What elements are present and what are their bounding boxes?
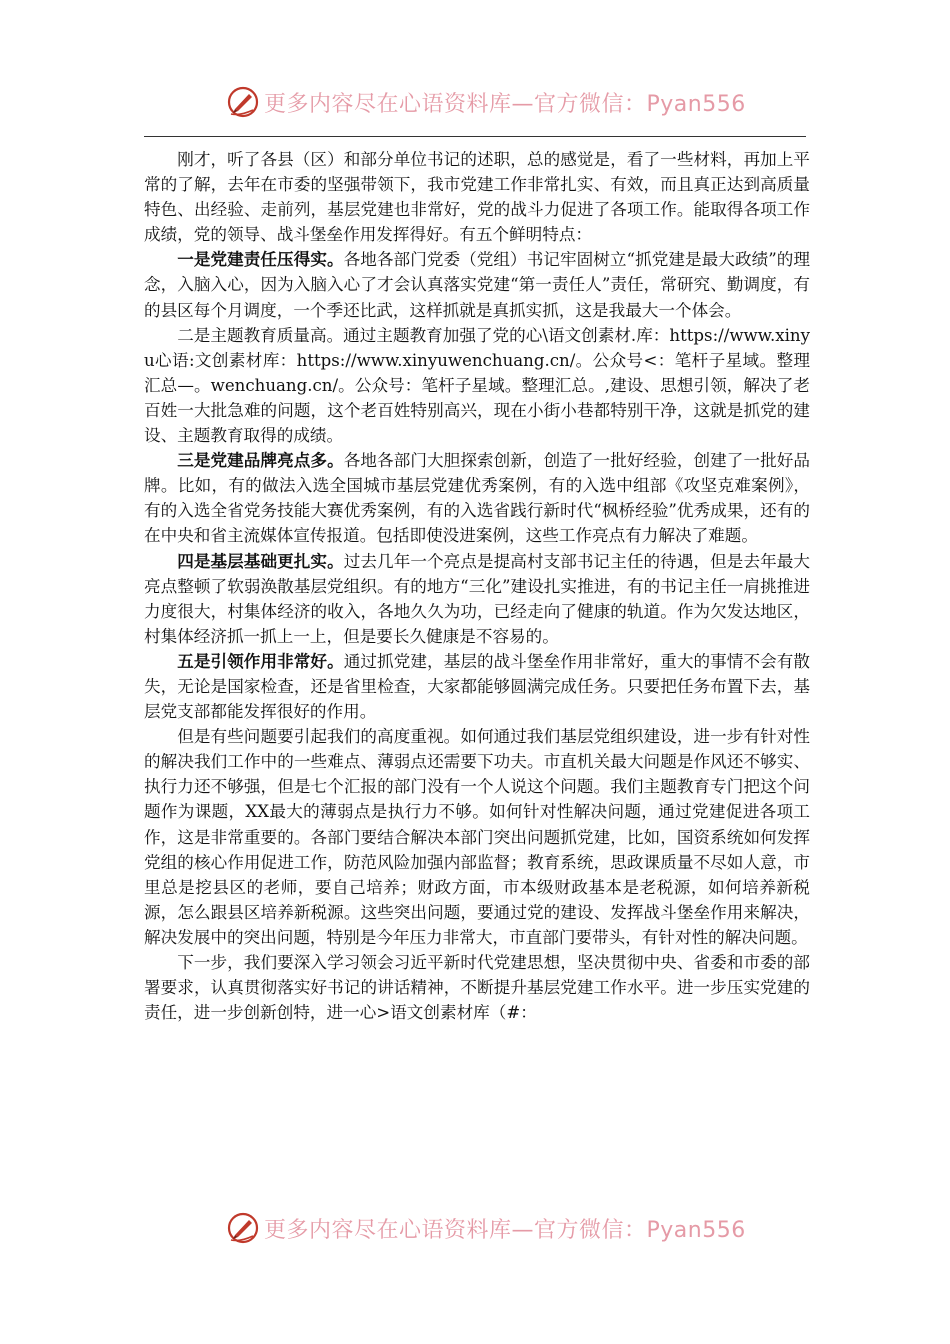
paragraph xyxy=(144,247,810,322)
paragraph-lead: 一是党建责任压得实。 xyxy=(177,249,344,270)
paragraph-text: 通过抓党建，基层的战斗堡垒作用非常好，重大的事情不会有散失，无论是国家检查，还是省里检查，大家都能够圆满完成任务。只要把任务布置下去，基层党支部都能发挥很好的作用。 xyxy=(144,651,810,722)
paragraph-lead: 三是党建品牌亮点多。 xyxy=(177,450,344,471)
paragraph xyxy=(144,323,810,448)
paragraph-text: 各地各部门大胆探索创新，创造了一批好经验，创建了一批好品牌。比如，有的做法入选全国城市基层党建优秀案例，有的入选中组部《攻坚克难案例》，有的入选全省党务技能大赛优秀案例，有的入选省践行新时代“枫桥经验”优秀成果，还有的在中央和省主流媒体宣传报道。包括即使没进案例，这些工作亮点有力解决了难题。 xyxy=(144,451,810,546)
paragraph xyxy=(144,147,810,247)
paragraph xyxy=(144,549,810,649)
header-watermark-text: 更多内容尽在心语资料库—官方微信：Pyan556 xyxy=(264,91,746,117)
footer-watermark xyxy=(226,1208,746,1248)
document-body xyxy=(144,147,810,1025)
pen-logo-icon xyxy=(226,85,260,119)
paragraph-text: 但是有些问题要引起我们的高度重视。如何通过我们基层党组织建设，进一步有针对性的解决我们工作中的一些难点、薄弱点还需要下功夫。市直机关最大问题是作风还不够实、执行力还不够强，但是七个汇报的部门没有一个人说这个问题。我们主题教育专门把这个问题作为课题，XX最大的薄弱点是执行力不够。如何针对性解决问题，通过党建促进各项工作，这是非常重要的。各部门要结合解决本部门突出问题抓党建，比如，国资系统如何发挥党组的核心作用促进工作，防范风险加强内部监督；教育系统，思政课质量不尽如人意，市里总是挖县区的老师，要自己培养；财政方面，市本级财政基本是老税源，如何培养新税源，怎么跟县区培养新税源。这些突出问题，要通过党的建设、发挥战斗堡垒作用来解决，解决发展中的突出问题，特别是今年压力非常大，市直部门要带头，有针对性的解决问题。 xyxy=(144,727,810,947)
paragraph-text: 各地各部门党委（党组）书记牢固树立“抓党建是最大政绩”的理念，入脑入心，因为入脑入心了才会认真落实党建“第一责任人”责任，常研究、勤调度，有的县区每个月调度，一个季还比武，这样抓就是真抓实抓，这是我最大一个体会。 xyxy=(144,250,811,320)
footer-watermark-text: 更多内容尽在心语资料库—官方微信：Pyan556 xyxy=(264,1217,746,1243)
paragraph xyxy=(144,649,810,724)
pen-logo-icon xyxy=(226,1211,260,1245)
paragraph-lead: 四是基层基础更扎实。 xyxy=(177,550,344,571)
paragraph-text: 下一步，我们要深入学习领会习近平新时代党建思想，坚决贯彻中央、省委和市委的部署要求，认真贯彻落实好书记的讲话精神，不断提升基层党建工作水平。进一步压实党建的责任，进一步创新创特，进一心>语文创素材库（#： xyxy=(144,953,810,1023)
header-watermark xyxy=(226,82,746,122)
paragraph xyxy=(144,950,810,1025)
paragraph-lead: 五是引领作用非常好。 xyxy=(177,650,344,671)
paragraph xyxy=(144,724,810,950)
header-divider xyxy=(144,136,806,137)
paragraph-text: 过去几年一个亮点是提高村支部书记主任的待遇，但是去年最大亮点整顿了软弱涣散基层党组织。有的地方“三化”建设扎实推进，有的书记主任一肩挑推进力度很大，村集体经济的收入，各地久久为功，已经走向了健康的轨道。作为欠发达地区，村集体经济抓一抓上一上，但是要长久健康是不容易的。 xyxy=(144,551,810,646)
paragraph-text: 二是主题教育质量高。通过主题教育加强了党的心\语文创素材.库：https://www.xinyu心语:文创素材库：https://www.xinyuwenchuang.cn/。公众号<：笔杆子星域。整理汇总—。wenchuang.cn/。公众号：笔杆子星域。整理汇总。,建设、思想引领，解决了老百姓一大批急难的问题，这个老百姓特别高兴，现在小街小巷都特别干净，这就是抓党的建设、主题教育取得的成绩。 xyxy=(144,325,810,446)
paragraph-text: 刚才，听了各县（区）和部分单位书记的述职，总的感觉是，看了一些材料，再加上平常的了解，去年在市委的坚强带领下，我市党建工作非常扎实、有效，而且真正达到高质量特色、出经验、走前列，基层党建也非常好，党的战斗力促进了各项工作。能取得各项工作成绩，党的领导、战斗堡垒作用发挥得好。有五个鲜明特点： xyxy=(144,150,810,245)
paragraph xyxy=(144,448,810,548)
